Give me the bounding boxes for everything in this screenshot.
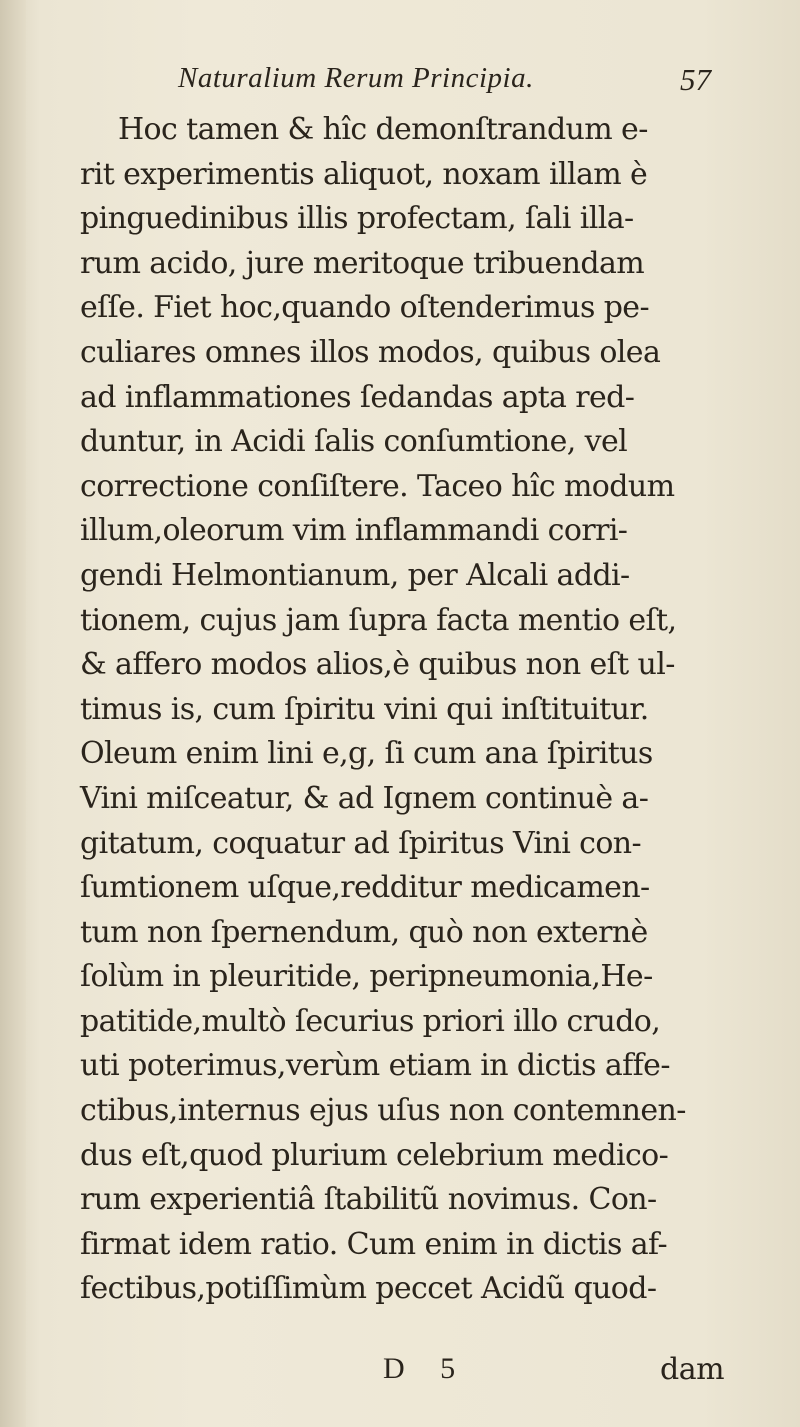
page-header <box>0 60 800 100</box>
text-line: rum acido, jure meritoque tribuendam <box>80 245 645 281</box>
running-title: Naturalium Rerum Principia. <box>178 62 534 94</box>
text-line: Hoc tamen & hîc demonſtrandum e- <box>118 112 648 147</box>
text-line: gendi Helmontianum, per Alcali addi- <box>80 557 630 593</box>
text-line: dus eſt,quod plurium celebrium medico- <box>80 1137 669 1173</box>
page-number: 57 <box>680 62 711 97</box>
text-line: ſolùm in pleuritide, peripneumonia,He- <box>80 959 653 995</box>
text-line: pinguedinibus illis profectam, ſali illa- <box>80 201 634 237</box>
text-line: Oleum enim lini e,g, ſi cum ana ſpiritus <box>80 736 653 772</box>
binding-edge <box>0 0 26 1427</box>
page-footer <box>0 1352 800 1396</box>
text-line: timus is, cum ſpiritu vini qui inſtituitur. <box>80 691 649 727</box>
text-line: rit experimentis aliquot, noxam illam è <box>80 156 648 192</box>
text-line: & affero modos alios,è quibus non eſt ul- <box>80 647 675 683</box>
text-line: Vini miſceatur, & ad Ignem continuè a- <box>80 780 649 816</box>
text-line: gitatum, coquatur ad ſpiritus Vini con- <box>80 825 642 861</box>
text-line: rum experientiâ ſtabilitũ novimus. Con- <box>80 1182 657 1218</box>
text-line: duntur, in Acidi ſalis conſumtione, vel <box>80 424 628 460</box>
text-line: correctione conſiſtere. Taceo hîc modum <box>80 468 675 504</box>
text-line: illum,oleorum vim inflammandi corri- <box>80 513 628 549</box>
text-line: ctibus,internus ejus uſus non contemnen- <box>80 1093 686 1129</box>
body-text <box>80 108 770 1312</box>
text-line: fectibus,potiſſimùm peccet Acidũ quod- <box>80 1271 657 1307</box>
text-line: patitide,multò ſecurius priori illo crudo, <box>80 1003 661 1039</box>
text-line: tionem, cujus jam ſupra facta mentio eſt, <box>80 602 677 638</box>
text-line: eſſe. Fiet hoc,quando oſtenderimus pe- <box>80 290 649 326</box>
text-line: tum non ſpernendum, quò non externè <box>80 914 648 950</box>
signature-mark: D 5 <box>383 1352 470 1385</box>
text-line: firmat idem ratio. Cum enim in dictis af- <box>80 1226 667 1262</box>
text-line: culiares omnes illos modos, quibus olea <box>80 334 661 370</box>
text-line: uti poterimus,verùm etiam in dictis affe- <box>80 1048 670 1084</box>
text-line: ad inflammationes ſedandas apta red- <box>80 379 635 415</box>
text-line: ſumtionem uſque,redditur medicamen- <box>80 870 650 906</box>
catchword: dam <box>660 1352 725 1387</box>
